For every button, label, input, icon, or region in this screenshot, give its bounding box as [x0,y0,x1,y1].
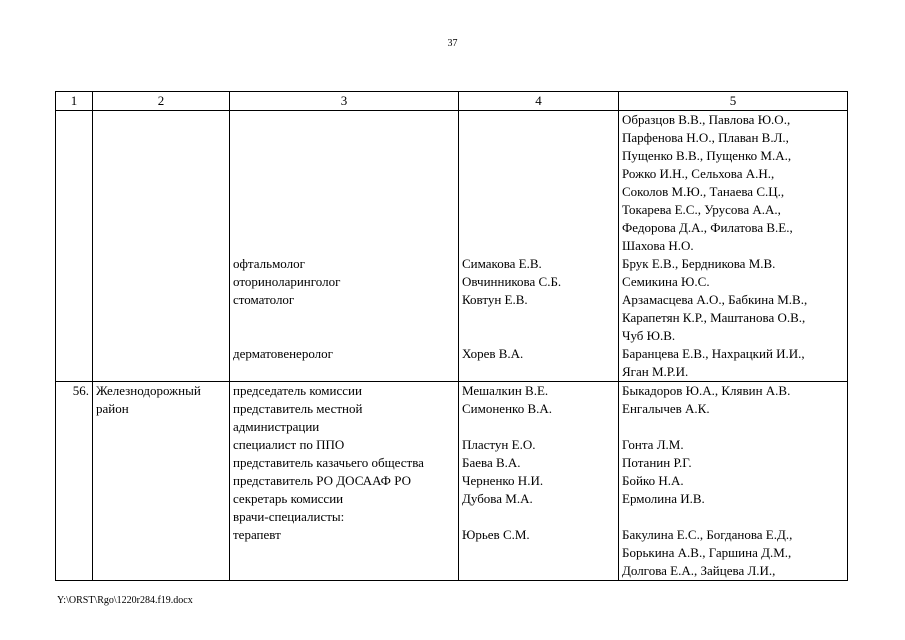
role-line: оториноларинголог [233,274,341,289]
member-line: Симоненко В.А. [462,401,553,416]
reserve-line: Потанин Р.Г. [622,455,692,470]
member-line: Овчинникова С.Б. [462,274,562,289]
role-line: администрации [233,419,320,434]
cell-roles [230,382,459,581]
role-line: председатель комиссии [233,383,362,398]
cell-district [93,382,230,581]
member-line: Баева В.А. [462,455,521,470]
role-line [233,562,455,580]
reserve-line: Чуб Ю.В. [622,328,676,343]
reserve-line: Долгова Е.А., Зайцева Л.И., [622,563,776,578]
member-line: Юрьев С.М. [462,527,530,542]
cell-primary-members [459,382,619,581]
reserve-line: Пущенко В.В., Пущенко М.А., [622,148,792,163]
member-line [462,418,615,436]
reserve-line: Енгалычев А.К. [622,401,710,416]
cell-number [56,382,93,581]
table-header-row [56,92,848,111]
role-line [233,129,455,147]
reserve-line: Яган М.Р.И. [622,364,689,379]
role-line: специалист по ППО [233,437,345,452]
reserve-line [622,418,844,436]
role-line [233,165,455,183]
role-line [233,183,455,201]
reserve-line: Токарева Е.С., Урусова А.А., [622,202,781,217]
member-line: Хорев В.А. [462,346,524,361]
cell-number [56,111,93,382]
reserve-line: Борькина А.В., Гаршина Д.М., [622,545,792,560]
member-line: Дубова М.А. [462,491,533,506]
reserve-line: Гонта Л.М. [622,437,684,452]
member-line [462,183,615,201]
member-line [462,327,615,345]
member-line [462,111,615,129]
reserve-line: Соколов М.Ю., Танаева С.Ц., [622,184,785,199]
member-line [462,363,615,381]
member-line [462,508,615,526]
member-line: Черненко Н.И. [462,473,544,488]
reserve-line: Рожко И.Н., Сельхова А.Н., [622,166,775,181]
reserve-line: Федорова Д.А., Филатова В.Е., [622,220,793,235]
reserve-line: Баранцева Е.В., Нахрацкий И.И., [622,346,805,361]
member-line [462,309,615,327]
role-line [233,544,455,562]
role-line [233,309,455,327]
column-header: 5 [619,92,848,111]
role-line [233,201,455,219]
document-table [55,91,848,581]
reserve-line: Бакулина Е.С., Богданова Е.Д., [622,527,793,542]
member-line [462,544,615,562]
member-line [462,219,615,237]
member-line [462,237,615,255]
reserve-line: Парфенова Н.О., Плаван В.Л., [622,130,789,145]
role-line [233,327,455,345]
reserve-line: Быкадоров Ю.А., Клявин А.В. [622,383,791,398]
role-line: врачи-специалисты: [233,509,345,524]
role-line: представитель местной [233,401,363,416]
table-row-continuation [56,111,848,382]
table-row-56 [56,382,848,581]
role-line: секретарь комиссии [233,491,344,506]
reserve-line: Образцов В.В., Павлова Ю.О., [622,112,791,127]
role-line [233,147,455,165]
member-line: Пластун Е.О. [462,437,536,452]
role-line [233,363,455,381]
reserve-line: Бойко Н.А. [622,473,684,488]
district-line: Железнодорожный [96,383,201,398]
reserve-line: Семикина Ю.С. [622,274,710,289]
page-number: 37 [447,38,458,49]
member-line: Ковтун Е.В. [462,292,528,307]
role-line: терапевт [233,527,281,542]
cell-district [93,111,230,382]
reserve-line: Шахова Н.О. [622,238,694,253]
row-number: 56. [72,383,89,398]
reserve-line [622,508,844,526]
role-line: дерматовенеролог [233,346,333,361]
district-line: район [96,401,129,416]
role-line: стоматолог [233,292,295,307]
column-header: 2 [93,92,230,111]
role-line [233,111,455,129]
role-line [233,237,455,255]
reserve-line: Карапетян К.Р., Маштанова О.В., [622,310,806,325]
role-line: представитель казачьего общества [233,455,424,470]
member-line [462,562,615,580]
member-line [462,147,615,165]
column-header: 4 [459,92,619,111]
cell-reserve-members [619,382,848,581]
cell-roles [230,111,459,382]
reserve-line: Арзамасцева А.О., Бабкина М.В., [622,292,808,307]
cell-primary-members [459,111,619,382]
member-line [462,129,615,147]
member-line [462,201,615,219]
reserve-line: Ермолина И.В. [622,491,705,506]
role-line: представитель РО ДОСААФ РО [233,473,411,488]
cell-reserve-members [619,111,848,382]
role-line: офтальмолог [233,256,305,271]
member-line: Симакова Е.В. [462,256,542,271]
file-path-footer: Y:\ORST\Rgo\1220r284.f19.docx [57,595,193,606]
reserve-line: Брук Е.В., Бердникова М.В. [622,256,776,271]
member-line: Мешалкин В.Е. [462,383,549,398]
column-header: 1 [56,92,93,111]
column-header: 3 [230,92,459,111]
member-line [462,165,615,183]
role-line [233,219,455,237]
